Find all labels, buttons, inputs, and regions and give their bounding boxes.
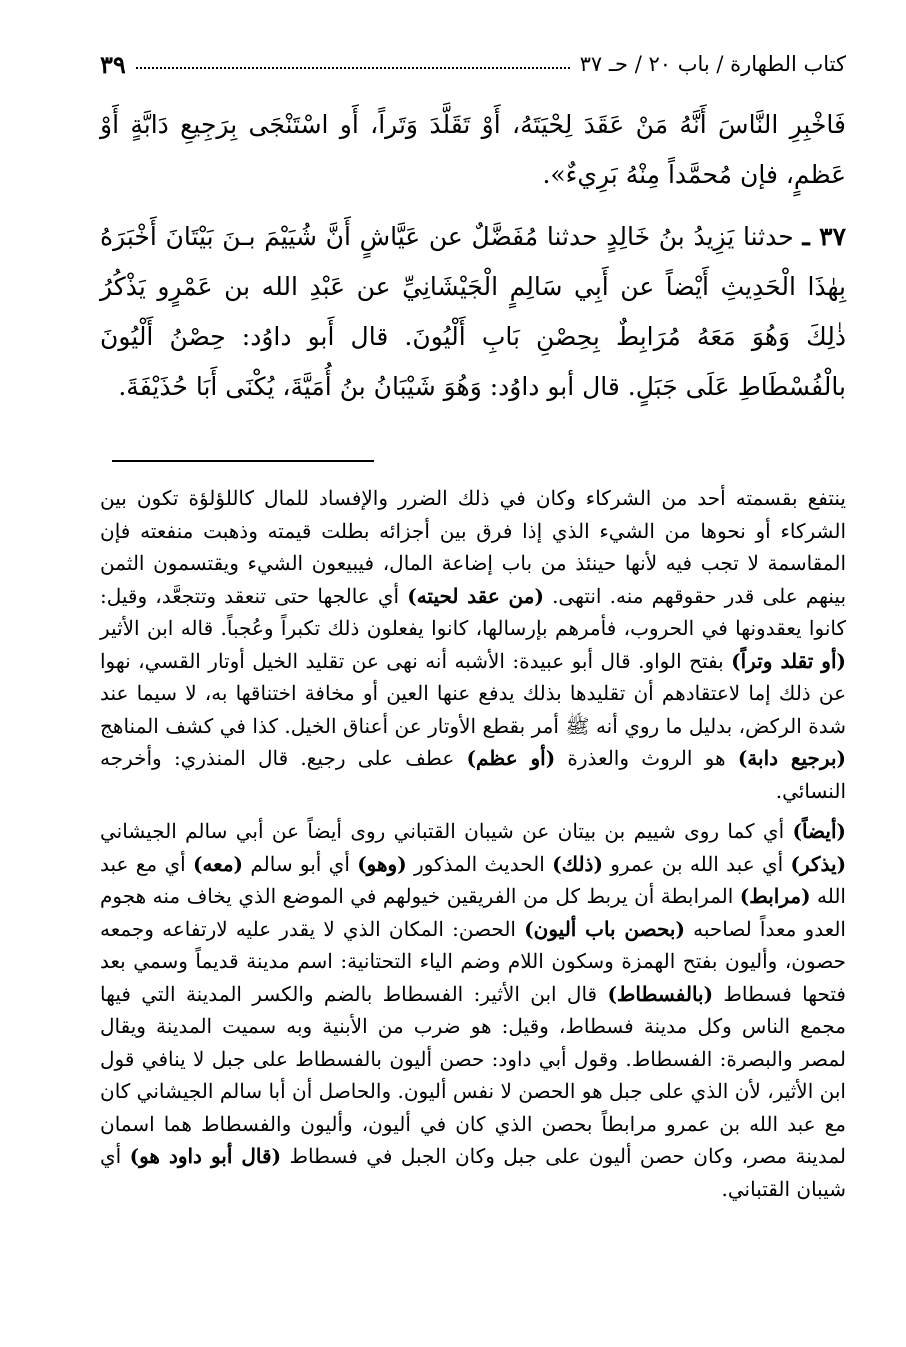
commentary-text: أي كما روى شييم بن بيتان عن شيبان القتباني روى أيضاً عن أبي سالم الجيشاني [100, 819, 793, 843]
commentary-text: ينتفع بقسمته أحد من الشركاء وكان في ذلك الضرر والإفساد للمال كاللؤلؤة تكون بين الشركاء أو نحوها من الشيء الذي إذا فرق بين أجزائه بطلت قيمته وذهبت منفعته فإن المقاسمة لا تجب فيه لأنها حينئذ من باب إضاعة المال، فيبيعون الشيء ويقتسمون الثمن بينهم على قدر حقوقهم منه. انتهى. [100, 486, 847, 608]
commentary-text: الحصن: المكان الذي لا يقدر عليه لارتفاعه وجمعه حصون، وأليون بفتح الهمزة وسكون اللام وضم الياء التحتانية: اسم مدينة قديماً وسمي بعد فتحها فسطاط [100, 916, 846, 1006]
running-title: كتاب الطهارة / باب ٢٠ / حـ ٣٧ [579, 52, 846, 76]
commentary-paragraph-1 [100, 482, 846, 807]
lemma: (بحصن باب أليون) [524, 916, 685, 941]
commentary-text: المرابطة أن يربط كل من الفريقين خيولهم في الموضع الذي يخاف منه هجوم العدو معداً لصاحبه [100, 884, 846, 941]
commentary-paragraph-2 [100, 815, 846, 1205]
lemma: (يذكر) [790, 851, 847, 876]
lemma: (ذلك) [552, 851, 603, 876]
lemma: (وهو) [357, 851, 407, 876]
footnote-divider [112, 460, 374, 462]
commentary-text: قال ابن الأثير: الفسطاط بالضم والكسر المدينة التي فيها مجمع الناس وكل مدينة فسطاط، وقيل: هو ضرب من الأبنية وبه سميت المدينة ويقال لمصر والبصرة: الفسطاط. وقول أبي داود: حصن أليون بالفسطاط على جبل لا ينافي قول ابن الأثير، لأن الذي على جبل هو الحصن لا نفس أليون. والحاصل أن أبا سالم الجيشاني كان مع عبد الله بن عمرو مرابطاً بحصن الذي كان في أليون، وأليون والفسطاط هما اسمان لمدينة مصر، وكان حصن أليون على جبل وكان الجبل في فسطاط [100, 981, 847, 1168]
commentary-text: عطف على رجيع. قال المنذري: وأخرجه النسائي. [100, 746, 846, 803]
hadith-text: حدثنا يَزِيدُ بنُ خَالِدٍ حدثنا مُفَضَّلٌ عن عَيَّاشٍ أَنَّ شُيَيْمَ بـنَ بَيْتَانَ أَخْبَرَهُ بِهٰذَا الْحَدِيثِ أَيْضاً عن أَبِي سَالِمٍ الْجَيْشَانِيِّ عن عَبْدِ الله بن عَمْرٍو يَذْكُرُ ذٰلِكَ وَهُوَ مَعَهُ مُرَابِطٌ بِحِصْنِ بَابِ أَلْيُونَ. قال أَبو داوُد: حِصْنُ أَلْيُونَ بالْفُسْطَاطِ عَلَى جَبَلٍ. قال أبو داوُد: وَهُوَ شَيْبَانُ بنُ أُمَيَّةَ، يُكْنَى أَبَا حُذَيْفَةَ. [100, 222, 846, 401]
commentary [100, 482, 846, 1205]
page-number: ٣٩ [100, 49, 126, 79]
lemma: (برجيع دابة) [737, 746, 846, 770]
lemma: (أو تقلد وتراً) [731, 648, 846, 673]
lemma: (قال أبو داود هو) [129, 1144, 282, 1168]
hadith-ending: فَاخْبِرِ النَّاسَ أَنَّهُ مَنْ عَقَدَ لِحْيَتَهُ، أَوْ تَقَلَّدَ وَتَراً، أَو اسْتَنْجَى بِرَجِيعِ دَابَّةٍ أَوْ عَظمٍ، فإن مُحمَّداً مِنْهُ بَرِيءٌ». [100, 110, 846, 189]
dotted-leader [136, 67, 570, 69]
page-header [100, 44, 846, 84]
hadith-number: ٣٧ ـ [802, 222, 846, 251]
commentary-text: أي شيبان القتباني. [100, 1144, 846, 1201]
lemma: (من عقد لحيته) [407, 583, 544, 608]
main-text [100, 100, 846, 412]
lemma: (أيضاً) [792, 819, 846, 843]
commentary-text: هو الروث والعذرة [555, 746, 738, 770]
lemma: (بالفسطاط) [607, 981, 714, 1006]
commentary-text: أي مع عبد الله [100, 851, 846, 908]
commentary-text: أي عالجها حتى تنعقد وتتجعَّد، وقيل: كانوا يعقدونها في الحروب، فأمرهم بإرسالها، كانوا يفعلون ذلك تكبراً وعُجباً. قاله ابن الأثير [100, 583, 846, 640]
lemma: (معه) [193, 851, 244, 876]
commentary-text: الحديث المذكور [406, 851, 553, 876]
lemma: (أو عظم) [466, 746, 556, 770]
lemma: (مرابط) [739, 884, 811, 908]
commentary-text: بفتح الواو. قال أبو عبيدة: الأشبه أنه نهى عن تقليد الخيل أوتار القسي، نهوا عن ذلك إما لاعتقادهم أن تقليدها بذلك يدفع عنها العين أو مخافة اختناقها به، لا سيما عند شدة الركض، بدليل ما روي أنه ﷺ أمر بقطع الأوتار عن أعناق الخيل. كذا في كشف المناهج [100, 648, 846, 738]
commentary-text: أي عبد الله بن عمرو [602, 851, 791, 876]
commentary-text: أي أبو سالم [243, 851, 358, 876]
hadith-37 [100, 212, 846, 412]
